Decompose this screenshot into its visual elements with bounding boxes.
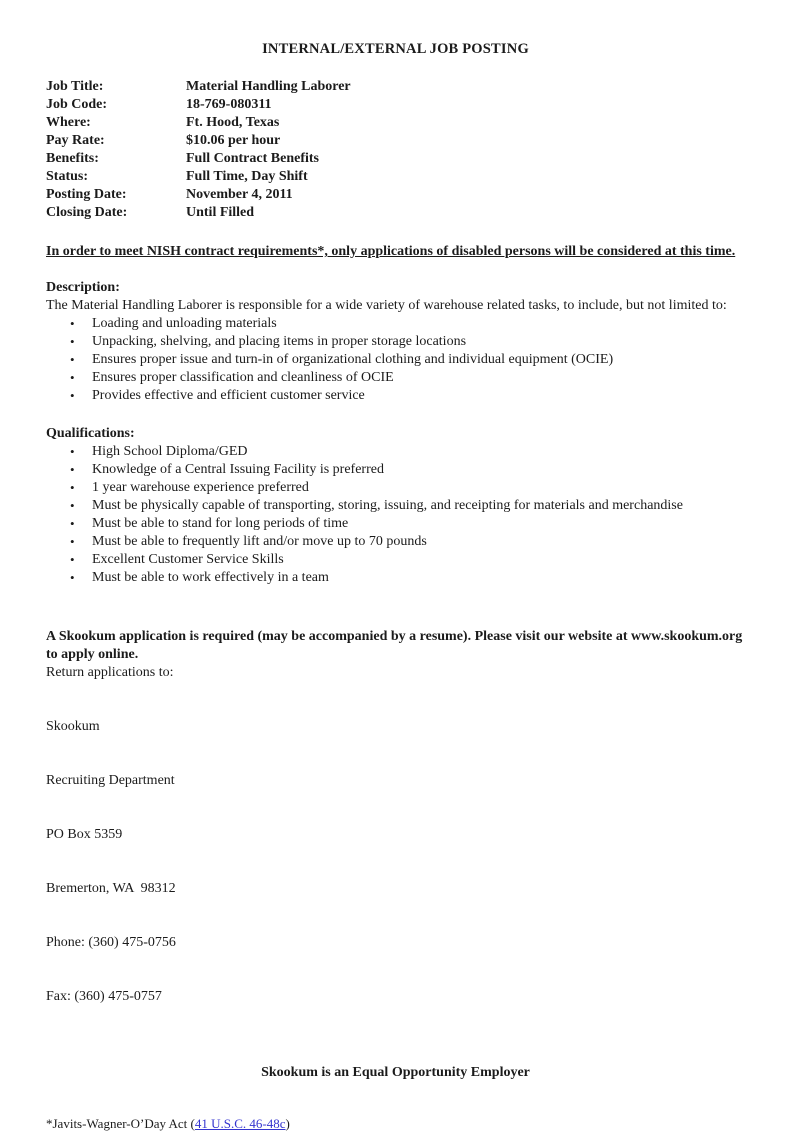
- field-value: Full Contract Benefits: [186, 151, 319, 166]
- job-summary-fields: [46, 78, 745, 222]
- field-row-status: [46, 168, 745, 186]
- field-label: Job Code:: [46, 97, 108, 112]
- address-line: Recruiting Department: [46, 773, 175, 788]
- field-value: $10.06 per hour: [186, 133, 281, 148]
- field-row-job-title: [46, 78, 745, 96]
- list-item: • Must be able to work effectively in a team: [92, 569, 745, 587]
- field-label: Where:: [46, 115, 91, 130]
- nish-requirement-notice: In order to meet NISH contract requirements*, only applications of disabled persons will be considered at this time.: [46, 244, 736, 259]
- field-row-closing-date: [46, 204, 745, 222]
- usc-statute-link[interactable]: 41 U.S.C. 46-48c: [194, 1116, 286, 1131]
- field-label: Closing Date:: [46, 205, 128, 220]
- field-row-pay-rate: [46, 132, 745, 150]
- return-applications-label: Return applications to:: [46, 665, 174, 680]
- footnote: [46, 1115, 745, 1133]
- qualifications-heading: Qualifications:: [46, 426, 135, 441]
- field-row-where: [46, 114, 745, 132]
- address-line: Bremerton, WA 98312: [46, 881, 176, 896]
- field-value: Until Filled: [186, 205, 255, 220]
- return-address: [46, 682, 745, 1042]
- document-title: INTERNAL/EXTERNAL JOB POSTING: [262, 41, 529, 57]
- field-row-benefits: [46, 150, 745, 168]
- list-item: • 1 year warehouse experience preferred: [92, 479, 745, 497]
- eoe-statement: Skookum is an Equal Opportunity Employer: [261, 1065, 530, 1080]
- list-item: • Excellent Customer Service Skills: [92, 551, 745, 569]
- list-item: • Ensures proper classification and cleanliness of OCIE: [92, 369, 745, 387]
- field-label: Benefits:: [46, 151, 99, 166]
- list-item: • Must be physically capable of transporting, storing, issuing, and receipting for materials and merchandise: [92, 497, 745, 515]
- description-heading: Description:: [46, 280, 120, 295]
- footnote-suffix: ): [285, 1116, 290, 1131]
- field-value: Ft. Hood, Texas: [186, 115, 280, 130]
- list-item: • Knowledge of a Central Issuing Facility is preferred: [92, 461, 745, 479]
- list-item: • Loading and unloading materials: [92, 315, 745, 333]
- field-label: Pay Rate:: [46, 133, 105, 148]
- address-line: PO Box 5359: [46, 827, 123, 842]
- list-item: • Unpacking, shelving, and placing items in proper storage locations: [92, 333, 745, 351]
- list-item: • High School Diploma/GED: [92, 443, 745, 461]
- list-item: • Must be able to stand for long periods of time: [92, 515, 745, 533]
- application-instructions: A Skookum application is required (may be accompanied by a resume). Please visit our website at www.skookum.org to apply online.: [46, 629, 743, 662]
- field-label: Job Title:: [46, 79, 104, 94]
- field-value: Material Handling Laborer: [186, 79, 351, 94]
- address-line: Phone: (360) 475-0756: [46, 935, 176, 950]
- address-line: Skookum: [46, 719, 100, 734]
- description-intro: The Material Handling Laborer is responsible for a wide variety of warehouse related tasks, to include, but not limited to:: [46, 298, 727, 313]
- list-item: • Provides effective and efficient customer service: [92, 387, 745, 405]
- field-row-posting-date: [46, 186, 745, 204]
- field-value: 18-769-080311: [186, 97, 272, 112]
- qualifications-list: [46, 443, 745, 587]
- field-value: Full Time, Day Shift: [186, 169, 308, 184]
- list-item: • Ensures proper issue and turn-in of organizational clothing and individual equipment (OCIE): [92, 351, 745, 369]
- field-value: November 4, 2011: [186, 187, 293, 202]
- application-section: [46, 628, 745, 1042]
- field-label: Status:: [46, 169, 89, 184]
- list-item: • Must be able to frequently lift and/or move up to 70 pounds: [92, 533, 745, 551]
- description-list: [46, 315, 745, 405]
- field-label: Posting Date:: [46, 187, 127, 202]
- address-line: Fax: (360) 475-0757: [46, 989, 162, 1004]
- field-row-job-code: [46, 96, 745, 114]
- footnote-prefix: *Javits-Wagner-O’Day Act (: [46, 1116, 195, 1131]
